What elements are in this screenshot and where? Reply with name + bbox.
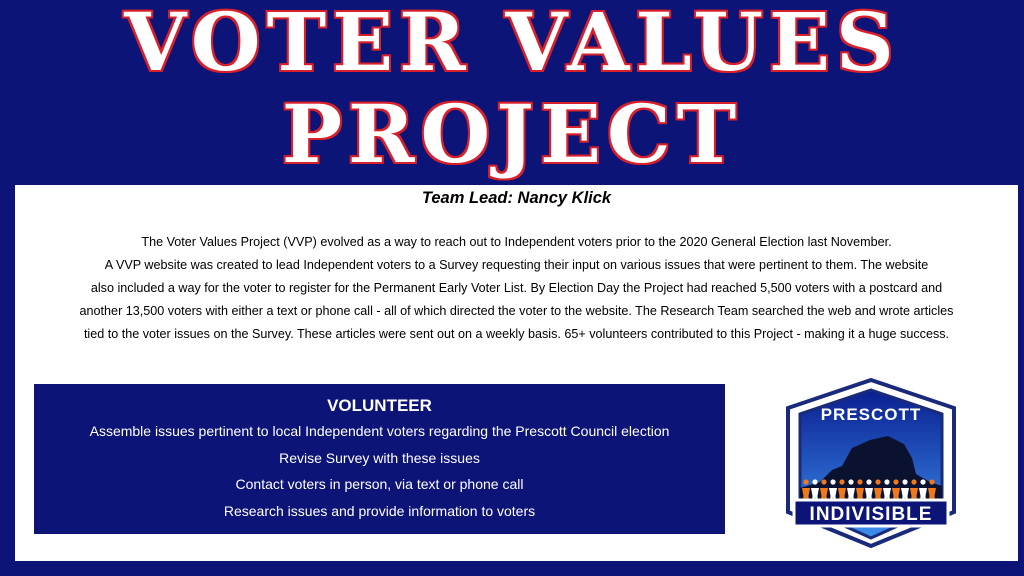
person-icon — [857, 479, 862, 484]
person-icon — [839, 479, 844, 484]
volunteer-item: Revise Survey with these issues — [279, 449, 480, 466]
person-icon — [884, 479, 889, 484]
person-icon — [821, 479, 826, 484]
description-line: also included a way for the voter to register for the Permanent Early Voter List. By Election Day the Project had reached 5,500 voters with a postcard and — [90, 281, 943, 295]
person-icon — [875, 479, 880, 484]
team-lead: Team Lead: Nancy Klick — [421, 189, 612, 207]
volunteer-item: Assemble issues pertinent to local Independent voters regarding the Prescott Council election — [89, 423, 670, 439]
project-description — [17, 231, 1016, 346]
person-icon — [812, 479, 817, 484]
description-line: tied to the voter issues on the Survey. These articles were sent out on a weekly basis. 65+ volunteers contributed to this Project - making it a huge success. — [83, 327, 950, 341]
logo-top-text: PRESCOTT — [820, 405, 922, 424]
person-icon — [830, 479, 835, 484]
title-line-1: VOTER VALUES — [124, 0, 900, 89]
person-icon — [920, 479, 925, 484]
person-icon — [893, 479, 898, 484]
person-icon — [902, 479, 907, 484]
person-icon — [866, 479, 871, 484]
logo-bottom-text: INDIVISIBLE — [809, 504, 933, 525]
description-line: The Voter Values Project (VVP) evolved as a way to reach out to Independent voters prior to the 2020 General Election last November. — [141, 235, 892, 249]
volunteer-box — [34, 384, 725, 534]
volunteer-item: Contact voters in person, via text or phone call — [235, 476, 524, 492]
title-line-2: PROJECT — [281, 87, 743, 181]
person-icon — [911, 479, 916, 484]
prescott-indivisible-logo — [780, 378, 962, 548]
description-line: A VVP website was created to lead Independent voters to a Survey requesting their input on various issues that were pertinent to them. The website — [104, 258, 929, 272]
volunteer-item: Research issues and provide information to voters — [223, 502, 536, 519]
person-icon — [848, 479, 853, 484]
volunteer-title: VOLUNTEER — [327, 396, 432, 415]
description-line: another 13,500 voters with either a text or phone call - all of which directed the voter to the website. The Research Team searched the web and wrote articles — [79, 304, 954, 318]
person-icon — [929, 479, 934, 484]
person-icon — [803, 479, 808, 484]
